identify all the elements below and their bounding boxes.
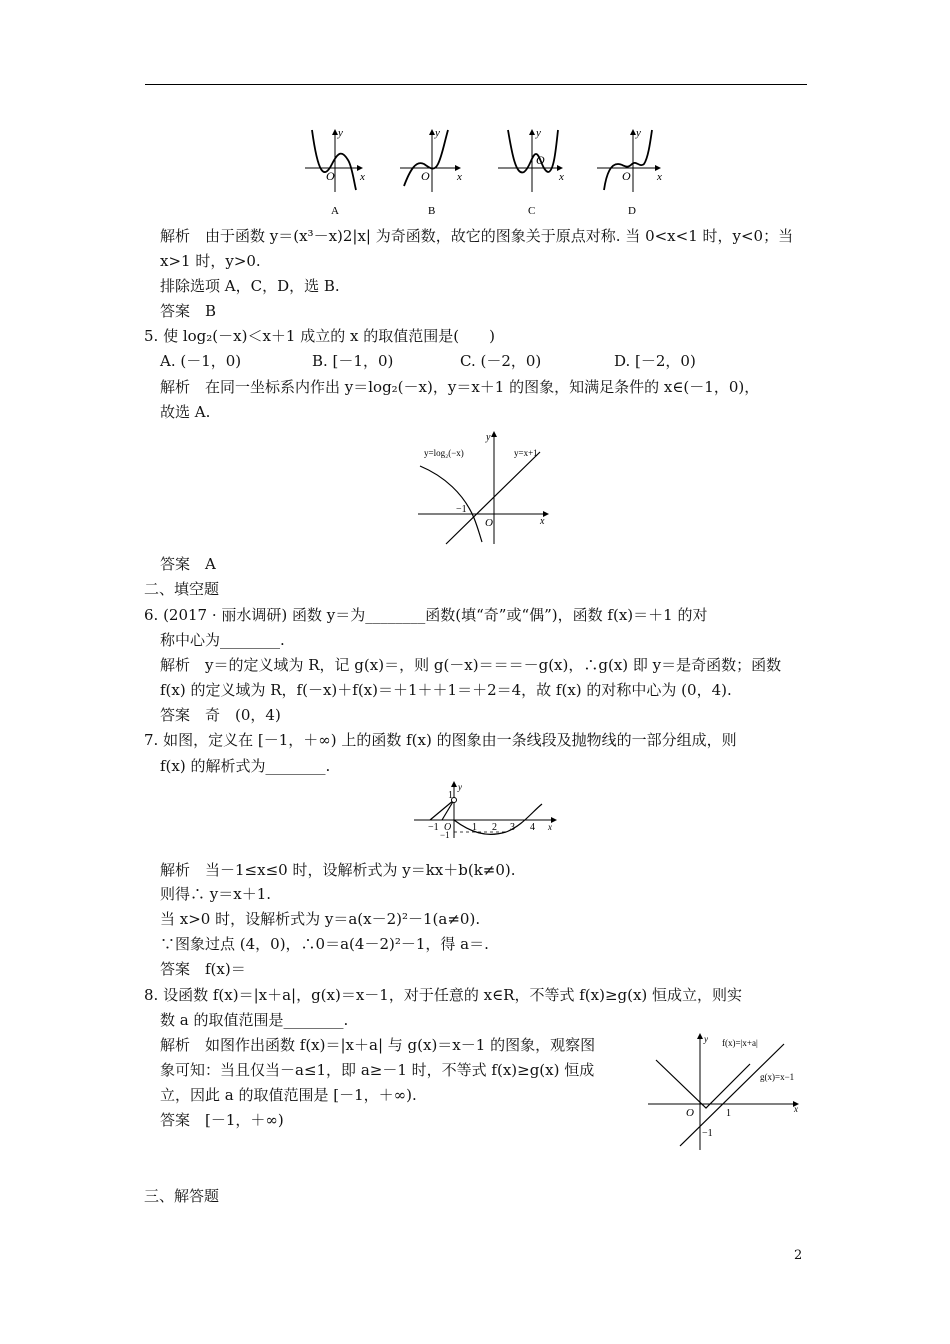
q6-answer: 答案 奇 (0，4)	[160, 706, 281, 724]
svg-text:O: O	[485, 517, 493, 529]
option-d-label: D	[628, 205, 636, 217]
q7-stem-1: 7. 如图，定义在 [－1，＋∞) 上的函数 f(x) 的图象由一条线段及抛物线的一部分组成，则	[144, 731, 737, 749]
q5-figure	[414, 428, 554, 546]
q7-analysis-1: 解析 当－1≤x≤0 时，设解析式为 y＝kx＋b(k≠0).	[160, 861, 516, 879]
q8-figure	[644, 1030, 804, 1152]
svg-text:O: O	[421, 169, 430, 183]
q4-answer: 答案 B	[160, 302, 217, 320]
q7-answer: 答案 f(x)＝	[160, 960, 246, 978]
q5-curve-label: y=log₂(−x)	[424, 448, 464, 458]
svg-text:O: O	[326, 169, 335, 183]
svg-text:y: y	[486, 432, 491, 443]
section-fill-blank: 二、填空题	[144, 580, 220, 598]
q8-analysis-3: 立，因此 a 的取值范围是 [－1，＋∞).	[160, 1086, 417, 1104]
svg-text:x: x	[559, 171, 564, 183]
q8-f-label: f(x)=|x+a|	[722, 1038, 758, 1048]
svg-text:y: y	[435, 127, 440, 139]
svg-text:x: x	[657, 171, 662, 183]
svg-text:2: 2	[492, 822, 497, 833]
page-number: 2	[794, 1248, 803, 1263]
svg-text:1: 1	[472, 822, 477, 833]
q5-option-b: B. [－1，0)	[312, 352, 394, 370]
svg-text:1: 1	[726, 1108, 731, 1119]
q4-analysis-1: 解析 由于函数 y＝(x³－x)2|x| 为奇函数，故它的图象关于原点对称. 当 0<x<1 时，y<0；当	[160, 227, 794, 245]
svg-text:x: x	[794, 1104, 798, 1114]
q4-analysis-3: 排除选项 A，C，D，选 B.	[160, 277, 340, 295]
q5-stem: 5. 使 log₂(－x)＜x＋1 成立的 x 的取值范围是( )	[144, 327, 495, 345]
q5-option-d: D. [－2，0)	[614, 352, 696, 370]
q5-option-c: C. (－2，0)	[460, 352, 542, 370]
svg-text:O: O	[686, 1107, 694, 1119]
q5-analysis-2: 故选 A.	[160, 403, 211, 421]
option-c-graph	[498, 127, 564, 192]
q8-analysis-1: 解析 如图作出函数 f(x)＝|x＋a| 与 g(x)＝x－1 的图象，观察图	[160, 1036, 596, 1054]
section-answer-questions: 三、解答题	[144, 1187, 220, 1205]
svg-text:−1: −1	[428, 822, 439, 833]
svg-text:O: O	[536, 153, 545, 167]
q5-line-label: y=x+1	[514, 448, 538, 458]
q5-analysis-1: 解析 在同一坐标系内作出 y＝log₂(－x)，y＝x＋1 的图象，知满足条件的 x∈(－1，0)，	[160, 378, 760, 396]
q6-stem-2: 称中心为________.	[160, 631, 285, 649]
q7-stem-2: f(x) 的解析式为________.	[160, 757, 331, 775]
option-a-graph	[305, 127, 365, 192]
svg-text:y: y	[458, 782, 462, 792]
svg-text:y: y	[636, 127, 641, 139]
q5-answer: 答案 A	[160, 555, 216, 573]
q7-analysis-2: 则得∴ y＝x＋1.	[160, 885, 272, 903]
svg-text:y: y	[338, 127, 343, 139]
option-b-graph	[400, 127, 462, 192]
svg-text:−1: −1	[702, 1128, 713, 1139]
q8-g-label: g(x)=x−1	[760, 1072, 795, 1082]
svg-text:4: 4	[530, 822, 535, 833]
q5-option-a: A. (－1，0)	[160, 352, 242, 370]
svg-text:O: O	[622, 169, 631, 183]
q8-analysis-2: 象可知：当且仅当－a≤1，即 a≥－1 时，不等式 f(x)≥g(x) 恒成	[160, 1061, 595, 1079]
svg-text:1: 1	[448, 790, 453, 801]
q8-answer: 答案 [－1，＋∞)	[160, 1111, 284, 1129]
svg-text:3: 3	[510, 822, 515, 833]
q6-analysis-1: 解析 y＝的定义域为 R，记 g(x)＝，则 g(－x)＝＝＝－g(x)，∴g(x) 即 y＝是奇函数；函数	[160, 656, 782, 674]
svg-text:y: y	[536, 127, 541, 139]
option-b-label: B	[428, 205, 436, 217]
svg-text:x: x	[360, 171, 365, 183]
svg-text:x: x	[540, 516, 545, 527]
q4-analysis-2: x>1 时，y>0.	[160, 252, 261, 270]
q7-figure	[410, 780, 560, 840]
svg-text:x: x	[548, 822, 552, 832]
q6-stem-1: 6. (2017 · 丽水调研) 函数 y＝为________函数(填“奇”或“偶”)，函数 f(x)＝＋1 的对	[144, 606, 708, 624]
q8-stem-2: 数 a 的取值范围是________.	[160, 1011, 349, 1029]
option-a-label: A	[331, 205, 339, 217]
q4-options-figure	[300, 124, 670, 220]
q6-analysis-2: f(x) 的定义域为 R，f(－x)＋f(x)＝＋1＋＋1＝＋2＝4，故 f(x) 的对称中心为 (0，4).	[160, 681, 732, 699]
svg-text:−1: −1	[456, 504, 467, 515]
svg-text:O: O	[444, 822, 452, 833]
option-c-label: C	[528, 205, 536, 217]
q8-stem-1: 8. 设函数 f(x)＝|x＋a|，g(x)＝x－1，对于任意的 x∈R，不等式 f(x)≥g(x) 恒成立，则实	[144, 986, 743, 1004]
header-rule	[145, 84, 807, 85]
q7-analysis-3: 当 x>0 时，设解析式为 y＝a(x－2)²－1(a≠0).	[160, 910, 481, 928]
svg-text:x: x	[457, 171, 462, 183]
svg-text:y: y	[704, 1034, 708, 1044]
q7-analysis-4: ∵图象过点 (4，0)，∴0＝a(4－2)²－1，得 a＝.	[160, 935, 489, 953]
option-d-graph	[597, 127, 662, 192]
svg-text:−1: −1	[440, 830, 450, 840]
